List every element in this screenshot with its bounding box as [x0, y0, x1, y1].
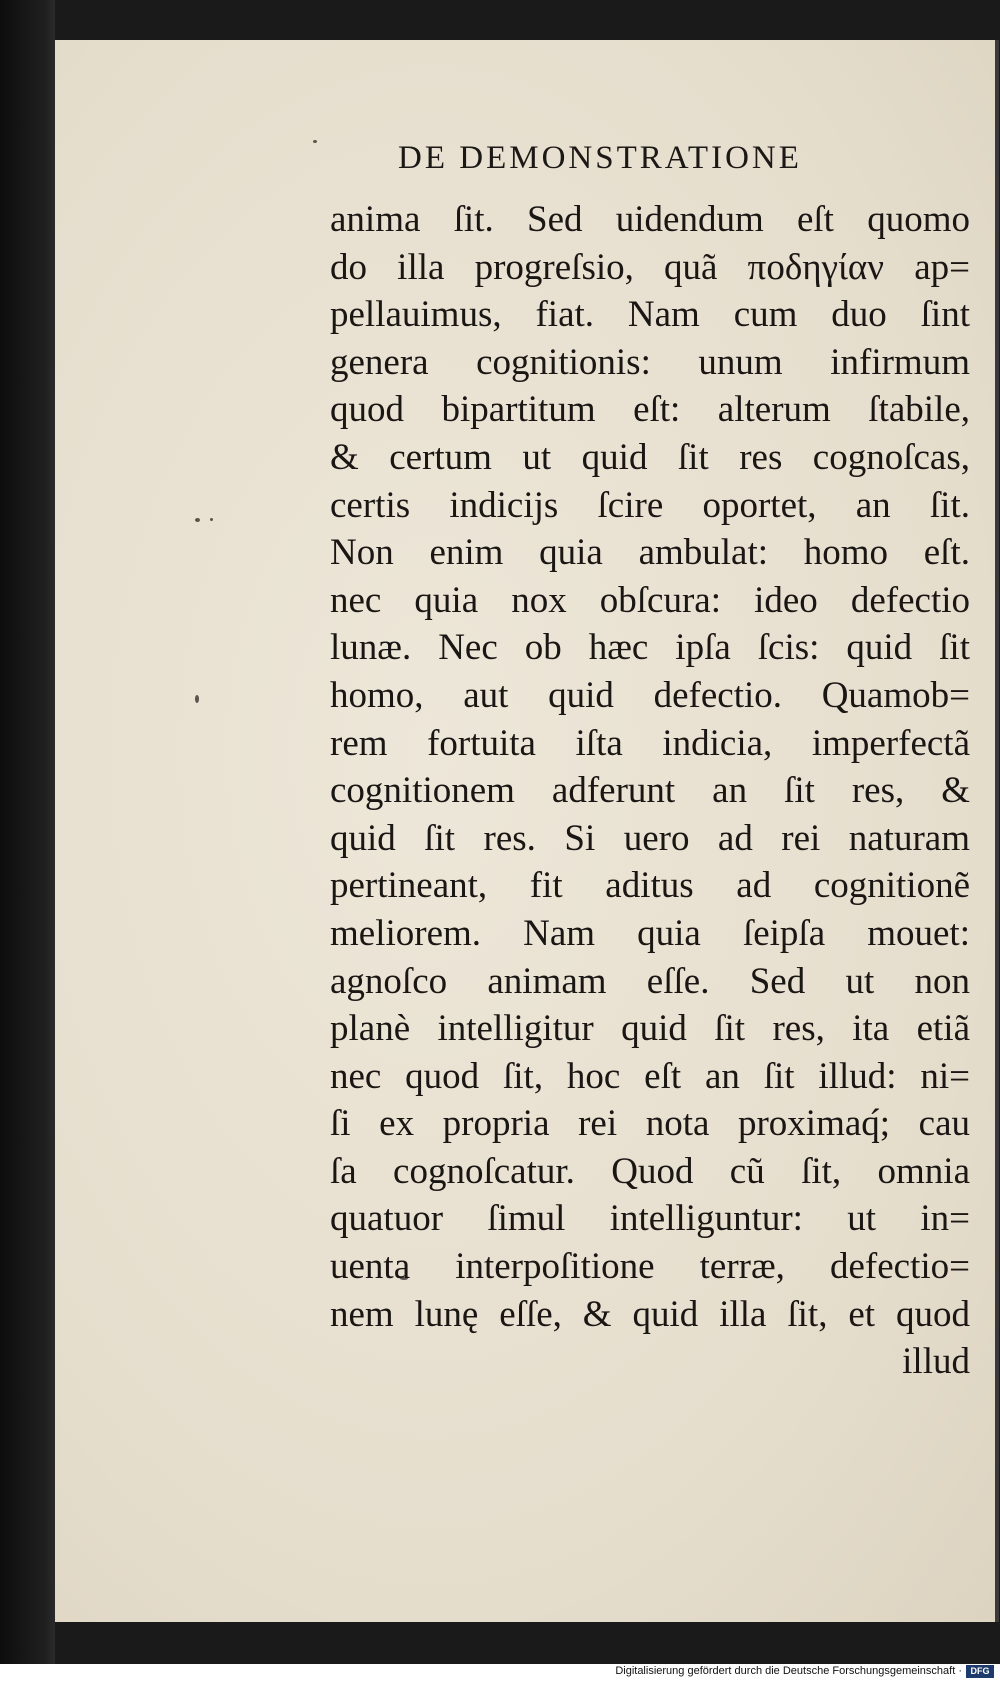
dfg-logo-icon: DFG [966, 1665, 994, 1678]
catchword: illud [902, 1341, 970, 1383]
text-line: do illa progreſsio, quã ποδηγίαν ap= [330, 246, 970, 288]
text-line: quod bipartitum eſt: alterum ſtabile, [330, 389, 970, 431]
ink-speck [313, 140, 317, 143]
text-line: cognitionem adferunt an ſit res, & [330, 770, 970, 812]
text-line: Non enim quia ambulat: homo eſt. [330, 532, 970, 574]
text-line: & certum ut quid ſit res cognoſcas, [330, 436, 970, 478]
binding-edge [0, 0, 55, 1664]
running-head: DE DEMONSTRATIONE [398, 140, 802, 176]
ink-speck [195, 695, 199, 703]
text-line: meliorem. Nam quia ſeipſa mouet: [330, 912, 970, 954]
text-line: pertineant, fit aditus ad cognitionẽ [330, 865, 970, 907]
text-line: lunæ. Nec ob hæc ipſa ſcis: quid ſit [330, 627, 970, 669]
text-line: planè intelligitur quid ſit res, ita etiã [330, 1008, 970, 1050]
text-line: nec quod ſit, hoc eſt an ſit illud: ni= [330, 1055, 970, 1097]
text-line: uenta interpoſitione terræ, defectio= [330, 1246, 970, 1288]
body-text [330, 196, 970, 1386]
ink-speck [195, 518, 200, 522]
text-line: agnoſco animam eſſe. Sed ut non [330, 960, 970, 1002]
text-line: rem fortuita iſta indicia, imperfectã [330, 722, 970, 764]
text-line: anima ſit. Sed uidendum eſt quomo [330, 199, 970, 240]
text-line: ſi ex propria rei nota proximaq́; cau [330, 1103, 970, 1145]
text-line: pellauimus, fiat. Nam cum duo ſint [330, 294, 970, 336]
text-line: quatuor ſimul intelliguntur: ut in= [330, 1198, 970, 1240]
funding-credit: Digitalisierung gefördert durch die Deutsche Forschungsgemeinschaft · [615, 1665, 962, 1677]
text-line: nec quia nox obſcura: ideo defectio [330, 579, 970, 621]
text-line: quid ſit res. Si uero ad rei naturam [330, 817, 970, 859]
ink-speck [210, 518, 213, 521]
text-line: ſa cognoſcatur. Quod cũ ſit, omnia [330, 1150, 970, 1192]
text-line: certis indicijs ſcire oportet, an ſit. [330, 484, 970, 526]
text-line: homo, aut quid defectio. Quamob= [330, 674, 970, 716]
text-line: nem lunę eſſe, & quid illa ſit, et quod [330, 1293, 970, 1335]
text-line: genera cognitionis: unum infirmum [330, 341, 970, 383]
